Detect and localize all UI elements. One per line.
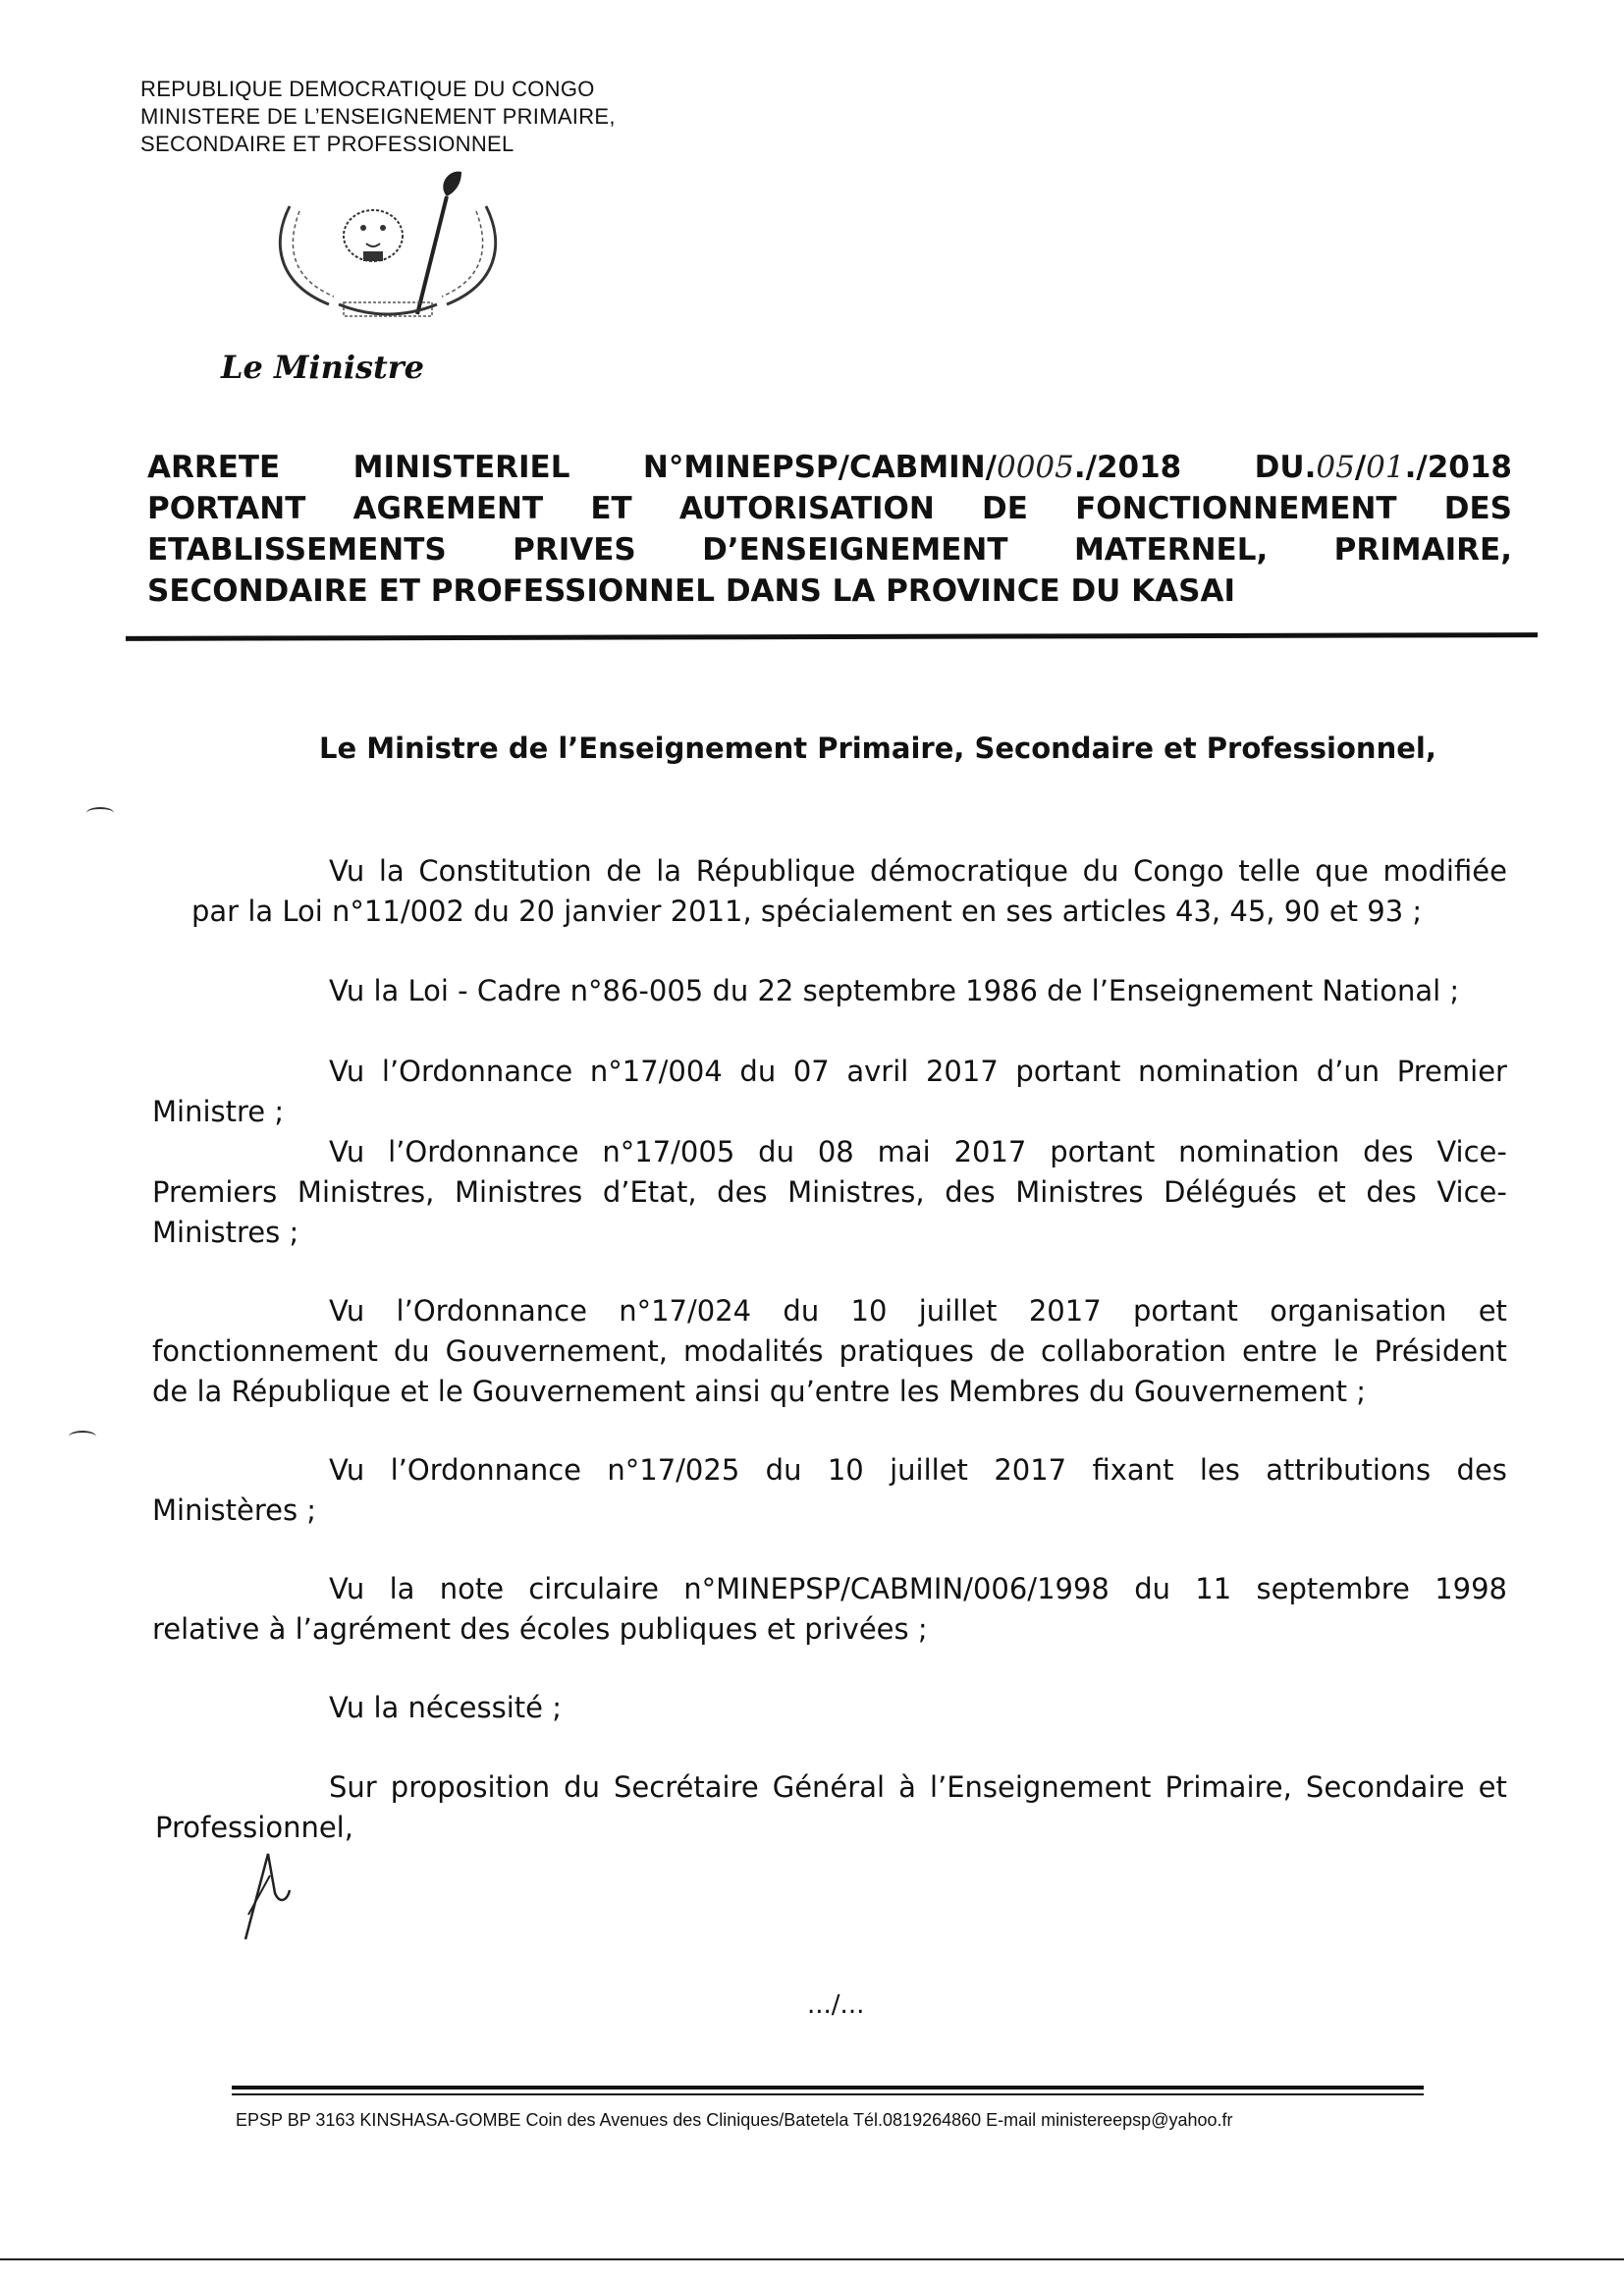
date-day-handwritten: 05: [1316, 450, 1355, 485]
word: du: [783, 1294, 820, 1328]
word: Vu: [329, 1572, 365, 1605]
body-line: [152, 1175, 1507, 1209]
word: et: [1478, 1770, 1507, 1804]
margin-mark: [69, 1431, 96, 1442]
title-line-3: [147, 532, 1512, 568]
decree-reference: [643, 450, 1181, 485]
word: des: [1363, 1135, 1414, 1168]
word: juillet: [918, 1294, 998, 1328]
footer-rule-bottom: [232, 2093, 1424, 2095]
body-line: de la République et le Gouvernement ainsi qu’entre les Membres du Gouvernement ;: [152, 1375, 1367, 1408]
word: Vu: [329, 1055, 365, 1088]
word: de: [989, 1334, 1026, 1368]
decree-date: [1255, 450, 1512, 485]
word: Congo: [1133, 854, 1224, 888]
body-line: Ministres ;: [152, 1216, 299, 1249]
word: Premiers: [152, 1175, 278, 1209]
word: des: [1456, 1453, 1507, 1487]
header-ministry-cont: SECONDAIRE ET PROFESSIONNEL: [140, 132, 514, 156]
body-line: [329, 1572, 1507, 1605]
word: proposition: [390, 1770, 551, 1804]
word: et: [1317, 1175, 1346, 1209]
word: démocratique: [870, 854, 1068, 888]
word: à: [898, 1770, 916, 1804]
word: 2017: [953, 1135, 1027, 1168]
word: n°17/025: [607, 1453, 740, 1487]
word: entre: [1241, 1334, 1318, 1368]
decree-number-handwritten: 0005: [996, 450, 1074, 485]
title-word: ETABLISSEMENTS: [147, 532, 447, 568]
word: les: [1199, 1453, 1240, 1487]
word: Sur: [329, 1770, 377, 1804]
word: Ministres: [455, 1175, 583, 1209]
word: 08: [817, 1135, 854, 1168]
body-line: [329, 1294, 1507, 1328]
word: Ministres,: [787, 1175, 925, 1209]
body-line: [329, 1770, 1507, 1804]
word: organisation: [1270, 1294, 1447, 1328]
word: d’Etat,: [602, 1175, 697, 1209]
header-ministry: MINISTERE DE L’ENSEIGNEMENT PRIMAIRE,: [140, 104, 616, 129]
word: n°17/004: [589, 1055, 723, 1088]
word: du: [739, 1055, 777, 1088]
title-word: PORTANT: [147, 491, 306, 526]
word: Constitution: [418, 854, 592, 888]
body-line: Vu la nécessité ;: [329, 1691, 562, 1724]
body-line: par la Loi n°11/002 du 20 janvier 2011, spécialement en ses articles 43, 45, 90 et 93 ;: [191, 895, 1423, 928]
word: l’Ordonnance: [390, 1453, 581, 1487]
word: Vu: [329, 1294, 365, 1328]
body-line: relative à l’agrément des écoles publiques et privées ;: [152, 1612, 928, 1646]
title-word: FONCTIONNEMENT: [1075, 491, 1397, 526]
word: collaboration: [1041, 1334, 1226, 1368]
title-word: AGREMENT: [352, 491, 544, 526]
word: du: [1082, 854, 1119, 888]
signatory-title: Le Ministre: [221, 349, 425, 386]
title-word: AUTORISATION: [678, 491, 935, 526]
word: l’Enseignement: [929, 1770, 1152, 1804]
title-word: DES: [1443, 491, 1512, 526]
word: des: [1366, 1175, 1417, 1209]
margin-mark: [86, 807, 114, 819]
body-line: [329, 854, 1507, 888]
word: du: [393, 1334, 430, 1368]
title-divider: [126, 632, 1538, 641]
word: portant: [1132, 1294, 1238, 1328]
body-line: Vu la Loi - Cadre n°86-005 du 22 septembre 1986 de l’Enseignement National ;: [329, 974, 1460, 1007]
date-month-handwritten: 01: [1366, 450, 1405, 485]
word: Vice-: [1436, 1135, 1507, 1168]
date-year: ./2018: [1404, 450, 1512, 485]
decree-year: ./2018: [1073, 450, 1182, 485]
word: Vice-: [1436, 1175, 1507, 1209]
word: modifiée: [1382, 854, 1507, 888]
scan-edge-line: [0, 2258, 1624, 2260]
footer-contact: EPSP BP 3163 KINSHASA-GOMBE Coin des Avenues des Cliniques/Batetela Tél.0819264860 E-mail ministereepsp@yahoo.fr: [236, 2110, 1233, 2130]
word: portant: [1050, 1135, 1156, 1168]
word: le: [1332, 1334, 1359, 1368]
word: circulaire: [528, 1572, 659, 1605]
word: 2017: [925, 1055, 999, 1088]
word: fonctionnement: [152, 1334, 378, 1368]
word: l’Ordonnance: [388, 1135, 579, 1168]
word: l’Ordonnance: [381, 1055, 573, 1088]
word: n°17/005: [602, 1135, 735, 1168]
word: juillet: [890, 1453, 968, 1487]
word: 1998: [1435, 1572, 1507, 1605]
word: n°MINEPSP/CABMIN/006/1998: [683, 1572, 1110, 1605]
word: avril: [846, 1055, 909, 1088]
title-word: MINISTERIEL: [352, 450, 570, 485]
word: 11: [1195, 1572, 1232, 1605]
word: telle: [1238, 854, 1301, 888]
word: l’Ordonnance: [396, 1294, 587, 1328]
word: de: [606, 854, 642, 888]
word: que: [1315, 854, 1369, 888]
title-word: ARRETE: [147, 450, 281, 485]
word: fixant: [1092, 1453, 1174, 1487]
word: Vu: [329, 1135, 365, 1168]
word: note: [439, 1572, 505, 1605]
word: mai: [877, 1135, 931, 1168]
word: Délégués: [1164, 1175, 1297, 1209]
title-word: D’ENSEIGNEMENT: [702, 532, 1008, 568]
title-word: ET: [590, 491, 632, 526]
word: 2017: [1028, 1294, 1102, 1328]
word: nomination: [1138, 1055, 1300, 1088]
word: septembre: [1256, 1572, 1410, 1605]
word: 07: [792, 1055, 830, 1088]
word: Gouvernement,: [445, 1334, 668, 1368]
word: portant: [1015, 1055, 1121, 1088]
word: du: [758, 1135, 794, 1168]
minister-heading: Le Ministre de l’Enseignement Primaire, Secondaire et Professionnel,: [319, 732, 1436, 765]
body-line: [329, 1135, 1507, 1168]
body-line: Ministre ;: [152, 1095, 285, 1128]
word: 10: [850, 1294, 888, 1328]
decree-prefix: N°MINEPSP/CABMIN/: [642, 450, 997, 485]
word: pratiques: [839, 1334, 974, 1368]
coat-of-arms-emblem: [260, 167, 515, 329]
title-word: MATERNEL,: [1073, 532, 1269, 568]
title-line-4: SECONDAIRE ET PROFESSIONNEL DANS LA PROVINCE DU KASAI: [147, 573, 1236, 609]
word: la: [378, 854, 405, 888]
word: Ministres,: [297, 1175, 435, 1209]
body-line: [152, 1334, 1507, 1368]
title-line-1: [147, 450, 1512, 485]
body-line: [329, 1453, 1507, 1487]
word: la: [656, 854, 682, 888]
title-word: DE: [982, 491, 1028, 526]
word: Secondaire: [1305, 1770, 1465, 1804]
word: modalités: [682, 1334, 824, 1368]
body-line: [329, 1055, 1507, 1088]
footer-rule-top: [232, 2086, 1424, 2090]
word: la: [389, 1572, 415, 1605]
word: des: [717, 1175, 768, 1209]
initials-mark: [231, 1846, 299, 1944]
word: n°17/024: [619, 1294, 752, 1328]
word: et: [1478, 1294, 1507, 1328]
word: Premier: [1396, 1055, 1507, 1088]
word: 2017: [994, 1453, 1067, 1487]
word: nomination: [1178, 1135, 1340, 1168]
word: Secrétaire: [614, 1770, 759, 1804]
du-label: DU.: [1254, 450, 1317, 485]
page-continuation-marker: .../...: [807, 1990, 865, 2020]
date-separator: /: [1354, 450, 1367, 485]
body-line: Professionnel,: [155, 1811, 353, 1844]
title-line-2: [147, 491, 1512, 526]
header-country: REPUBLIQUE DEMOCRATIQUE DU CONGO: [140, 77, 595, 101]
word: du: [564, 1770, 600, 1804]
body-line: Ministères ;: [152, 1493, 317, 1527]
word: du: [1134, 1572, 1170, 1605]
word: des: [945, 1175, 996, 1209]
word: attributions: [1266, 1453, 1432, 1487]
word: Primaire,: [1164, 1770, 1292, 1804]
word: Vu: [329, 854, 365, 888]
word: République: [695, 854, 856, 888]
word: 10: [827, 1453, 864, 1487]
word: d’un: [1316, 1055, 1380, 1088]
word: Vu: [329, 1453, 365, 1487]
word: Président: [1374, 1334, 1507, 1368]
word: du: [765, 1453, 802, 1487]
title-word: PRIMAIRE,: [1333, 532, 1512, 568]
title-word: PRIVES: [513, 532, 636, 568]
word: Ministres: [1015, 1175, 1144, 1209]
word: Général: [772, 1770, 886, 1804]
